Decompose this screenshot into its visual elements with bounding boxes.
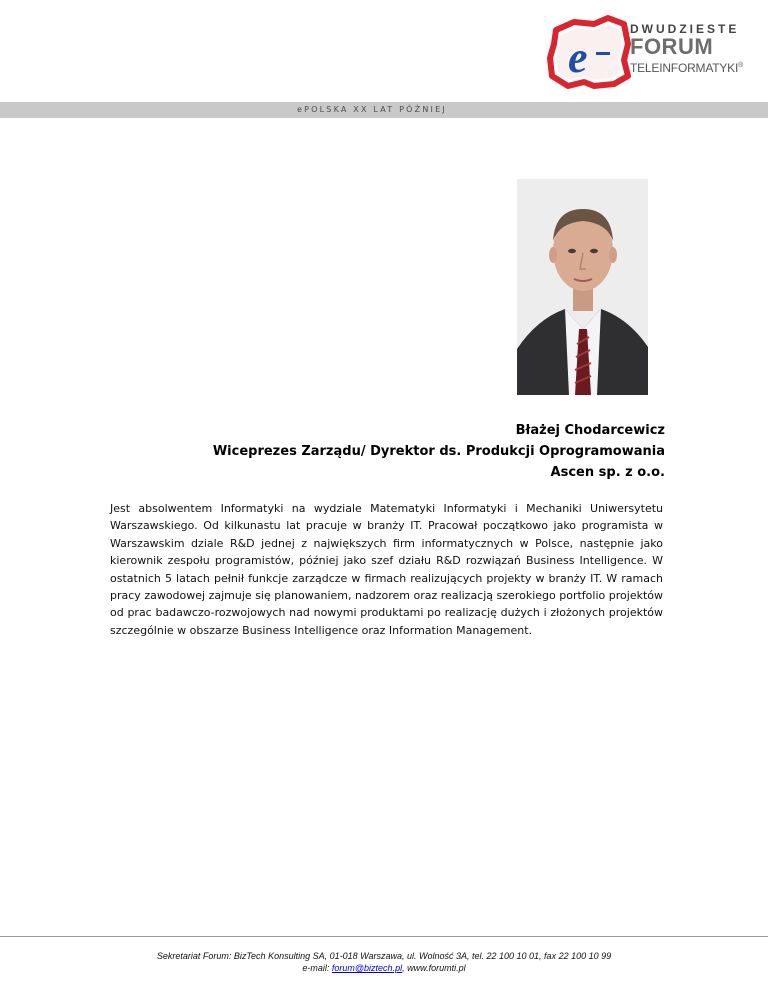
biography-paragraph: Jest absolwentem Informatyki na wydziale Matematyki Informatyki i Mechaniki Uniwersytetu Warszawskiego. Od kilkunastu lat pracuje w branży IT. Pracował początkowo jako programista w Warszawskim dziale R&D jednej z największych firm informatycznych w Polsce, następnie jako kierownik zespołu programistów, później jako szef działu R&D rozwiązań Business Intelligence. W ostatnich 5 latach pełnił funkcje zarządcze w firmach realizujących projekty w branży IT. W ramach pracy zawodowej zajmuje się planowaniem, nadzorem oraz realizacją szerokiego portfolio projektów od prac badawczo-rozwojowych nad nowymi produktami po realizację dużych i złożonych projektów szczególnie w obszarze Business Intelligence oraz Information Management. xyxy=(110,502,663,637)
forum-logo xyxy=(544,14,754,92)
footer-email-prefix: e-mail: xyxy=(302,963,332,973)
person-company: Ascen sp. z o.o. xyxy=(550,465,665,480)
portrait-illustration xyxy=(517,179,648,395)
logo-teleinformatyki-text: TELEINFORMATYKI xyxy=(630,61,739,75)
footer-separator: , xyxy=(402,963,408,973)
footer-divider xyxy=(0,936,768,937)
logo-line-forum: FORUM xyxy=(630,34,714,59)
footer xyxy=(0,950,768,974)
footer-website[interactable]: www.forumti.pl xyxy=(407,963,466,973)
logo-text xyxy=(630,22,743,76)
person-info xyxy=(213,420,665,483)
logo-line-dwudzieste: DWUDZIESTE xyxy=(630,22,740,36)
footer-email-link[interactable]: forum@biztech.pl xyxy=(331,963,403,973)
footer-address: Sekretariat Forum: BizTech Konsulting SA, 01-018 Warszawa, ul. Wolność 3A, tel. 22 100 10 01, fax 22 100 10 99 xyxy=(156,951,612,961)
logo-e-letter: e xyxy=(568,33,588,82)
logo-line-teleinformatyki xyxy=(630,58,743,76)
person-name: Błażej Chodarcewicz xyxy=(515,423,665,438)
portrait-photo xyxy=(517,179,648,395)
person-position: Wiceprezes Zarządu/ Dyrektor ds. Produkcji Oprogramowania xyxy=(212,444,665,459)
registered-mark: ® xyxy=(738,62,744,69)
poland-map-logo-icon xyxy=(544,14,632,90)
footer-contact xyxy=(0,962,768,974)
header-band xyxy=(0,102,768,118)
header-band-text: ePOLSKA XX LAT PÓŹNIEJ xyxy=(297,105,447,114)
